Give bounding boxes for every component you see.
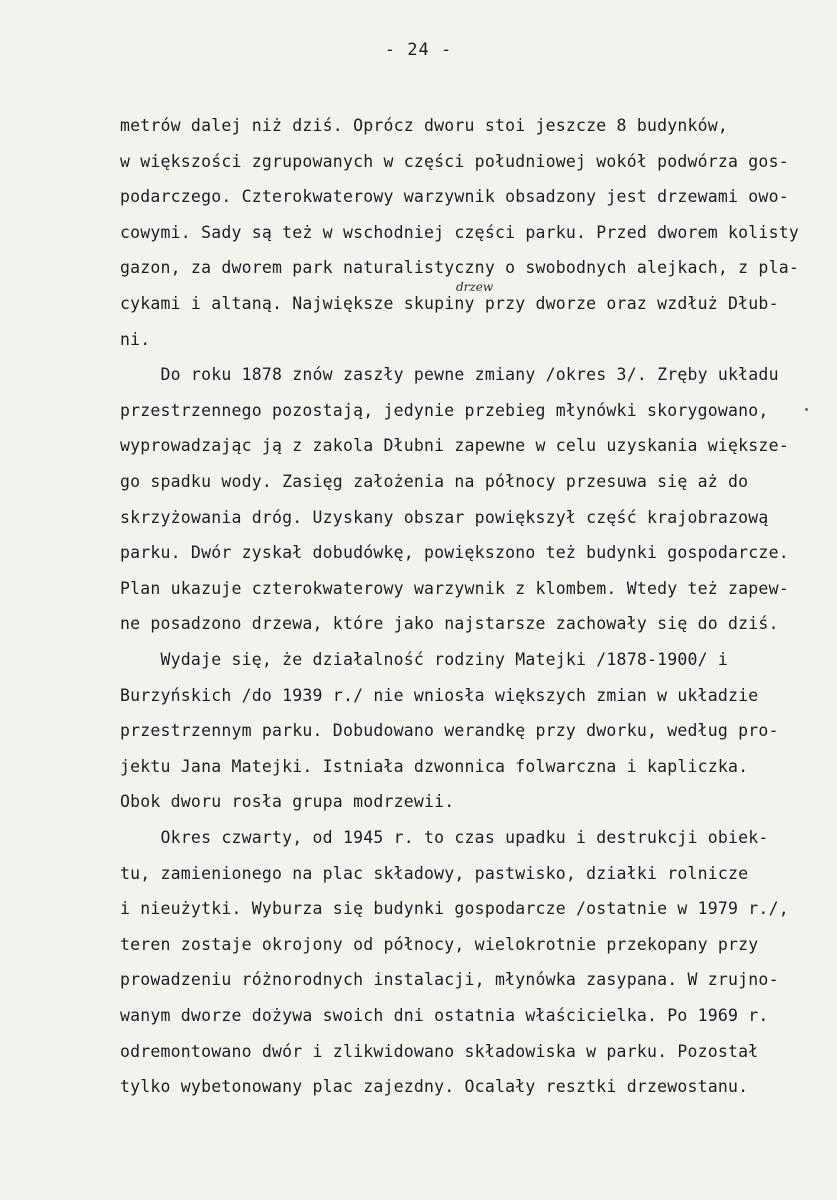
- text-line: Do roku 1878 znów zaszły pewne zmiany /okres 3/. Zręby układu: [120, 365, 779, 385]
- text-line: metrów dalej niż dziś. Oprócz dworu stoi jeszcze 8 budynków,: [120, 116, 729, 135]
- text-line: skrzyżowania dróg. Uzyskany obszar powiększył część krajobrazową: [120, 507, 769, 527]
- text-line: Burzyńskich /do 1939 r./ nie wniosła większych zmian w układzie: [120, 685, 759, 705]
- text-line: Okres czwarty, od 1945 r. to czas upadku i destrukcji obiek-: [120, 828, 769, 847]
- text-line: cykami i altaną. Największe skupiny przy dworze oraz wzdłuż Dłub-: [120, 294, 779, 313]
- handwritten-annotation: drzew: [456, 280, 494, 294]
- text-line: gazon, za dworem park naturalistyczny o swobodnych alejkach, z pla-: [120, 258, 799, 278]
- text-line: przestrzennym parku. Dobudowano werandkę przy dworku, według pro-: [120, 721, 779, 741]
- text-line: Plan ukazuje czterokwaterowy warzywnik z klombem. Wtedy też zapew-: [120, 578, 789, 598]
- page-number: - 24 -: [384, 40, 453, 60]
- text-line: tu, zamienionego na plac składowy, pastwisko, działki rolnicze: [120, 863, 749, 883]
- paper-speck: [805, 408, 808, 411]
- text-line: ne posadzono drzewa, które jako najstarsze zachowały się do dziś.: [120, 614, 779, 634]
- text-line: przestrzennego pozostają, jedynie przebieg młynówki skorygowano,: [120, 400, 769, 420]
- text-line: odremontowano dwór i zlikwidowano składowiska w parku. Pozostał: [120, 1041, 759, 1061]
- text-line: wyprowadzając ją z zakola Dłubni zapewne w celu uzyskania większe-: [120, 436, 789, 456]
- text-line: jektu Jana Matejki. Istniała dzwonnica folwarczna i kapliczka.: [120, 756, 749, 776]
- text-line: tylko wybetonowany plac zajezdny. Ocalały resztki drzewostanu.: [120, 1077, 749, 1097]
- text-line: teren zostaje okrojony od północy, wielokrotnie przekopany przy: [120, 934, 759, 954]
- text-line: prowadzeniu różnorodnych instalacji, młynówka zasypana. W zrujno-: [120, 970, 779, 990]
- text-line: podarczego. Czterokwaterowy warzywnik obsadzony jest drzewami owo-: [120, 187, 789, 207]
- text-line: w większości zgrupowanych w części południowej wokół podwórza gos-: [120, 151, 789, 171]
- text-line: cowymi. Sady są też w wschodniej części parku. Przed dworem kolisty: [120, 222, 799, 242]
- text-line: i nieużytki. Wyburza się budynki gospodarcze /ostatnie w 1979 r./,: [120, 899, 789, 919]
- text-line: parku. Dwór zyskał dobudówkę, powiększono też budynki gospodarcze.: [120, 543, 789, 563]
- text-line: Obok dworu rosła grupa modrzewii.: [120, 792, 455, 812]
- text-line: wanym dworze dożywa swoich dni ostatnia właścicielka. Po 1969 r.: [120, 1006, 769, 1025]
- text-line: ni.: [120, 329, 151, 349]
- text-line: go spadku wody. Zasięg założenia na północy przesuwa się aż do: [120, 472, 749, 491]
- text-line: Wydaje się, że działalność rodziny Matejki /1878-1900/ i: [120, 650, 729, 669]
